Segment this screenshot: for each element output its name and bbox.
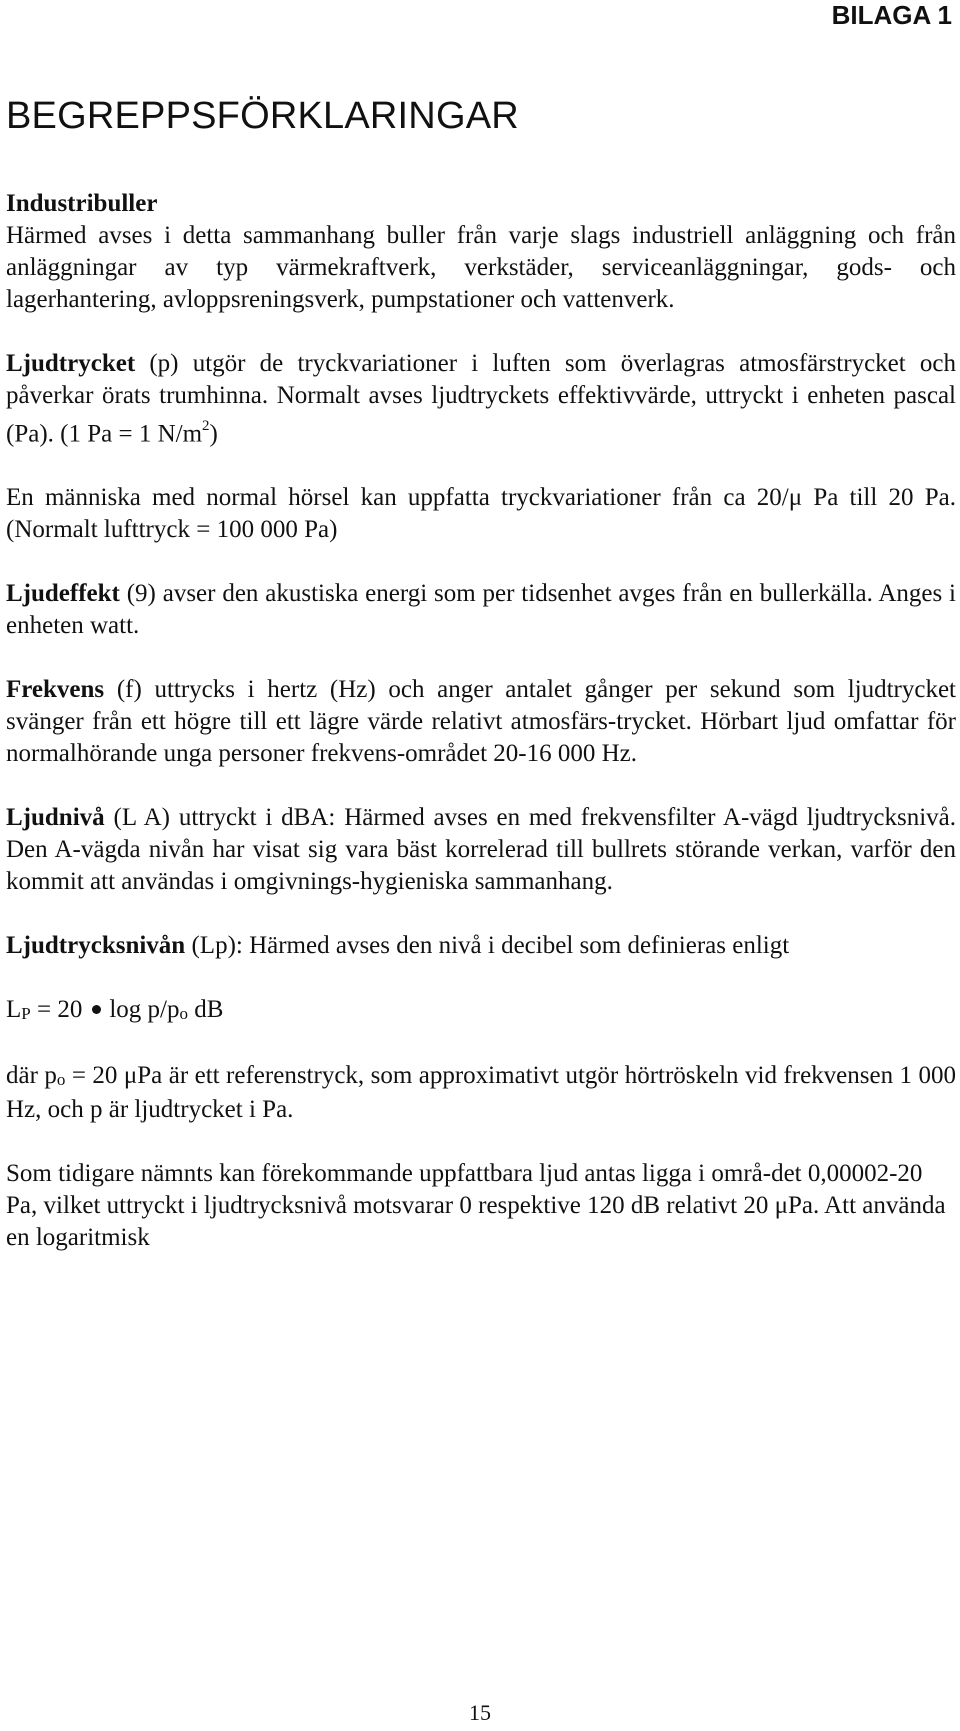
ljudeffekt-definition: Ljudeffekt (9) avser den akustiska energi som per tidsenhet avges från en bullerkälla. Anges i enheten watt.: [6, 580, 956, 640]
reference-pressure-text: där $p_o = 20$ μPa är ett referenstryck, som approximativt utgör hörtröskeln vid frekvensen 1 000 Hz, och p är ljudtrycket i Pa.: [6, 1062, 957, 1124]
page-title: BEGREPPSFÖRKLARINGAR: [6, 95, 519, 137]
multiplication-dot-icon: [92, 1005, 101, 1014]
ljudniva-definition: Ljudnivå (L A) uttryckt i dBA: Härmed avses en med frekvensfilter A-vägd ljudtrycksnivå. Den A-vägda nivån har visat sig vara bäst korrelerad till bullrets störande verkan, varför den kommit att användas i omgivnings-hygieniska sammanhang.: [6, 804, 956, 896]
ljudtrycket-definition: Ljudtrycket (p) utgör de tryckvariationer i luften som överlagras atmosfärstrycket och påverkar örats trumhinna. Normalt avses ljudtryckets effektivvärde, uttryckt i enheten pascal (Pa). (1 Pa = 1 $N/m^2$): [6, 350, 956, 448]
formula: $L_P = 20$ $\log p/p_o$ dB: [6, 996, 224, 1024]
page-number: 15: [469, 1700, 491, 1725]
definitions-body: [6, 188, 956, 1286]
industribuller-heading: Industribuller: [6, 190, 158, 217]
range-text: Som tidigare nämnts kan förekommande uppfattbara ljud antas ligga i områ-det 0,00002-20 Pa, vilket uttryckt i ljudtrycksnivå motsvarar 0 respektive 120 dB relativt 20 μPa. Att använda en logaritmisk: [6, 1160, 946, 1252]
ljudtrycksnivan-definition: Ljudtrycksnivån (Lp): Härmed avses den nivå i decibel som definieras enligt: [6, 932, 790, 960]
hearing-range-text: En människa med normal hörsel kan uppfatta tryckvariationer från ca 20/μ Pa till 20 Pa. (Normalt lufttryck = 100 000 Pa): [6, 484, 956, 544]
term-ljudeffekt: Ljudeffekt: [6, 580, 120, 608]
term-ljudniva: Ljudnivå: [6, 804, 105, 832]
term-ljudtrycket: Ljudtrycket: [6, 350, 136, 377]
industribuller-definition: Härmed avses i detta sammanhang buller från varje slags industriell anläggning och från anläggningar av typ värmekraftverk, verkstäder, serviceanläggningar, gods- och lagerhantering, avloppsreningsverk, pumpstationer och vattenverk.: [6, 222, 956, 313]
term-ljudtrycksnivan: Ljudtrycksnivån: [6, 932, 186, 960]
term-frekvens: Frekvens: [6, 676, 105, 704]
frekvens-definition: Frekvens (f) uttrycks i hertz (Hz) och anger antalet gånger per sekund som ljudtrycket svänger från ett högre till ett lägre värde relativt atmosfärs-trycket. Hörbart ljud omfattar för normalhörande unga personer frekvens-området 20-16 000 Hz.: [6, 676, 956, 768]
annex-label: BILAGA 1: [831, 0, 952, 30]
